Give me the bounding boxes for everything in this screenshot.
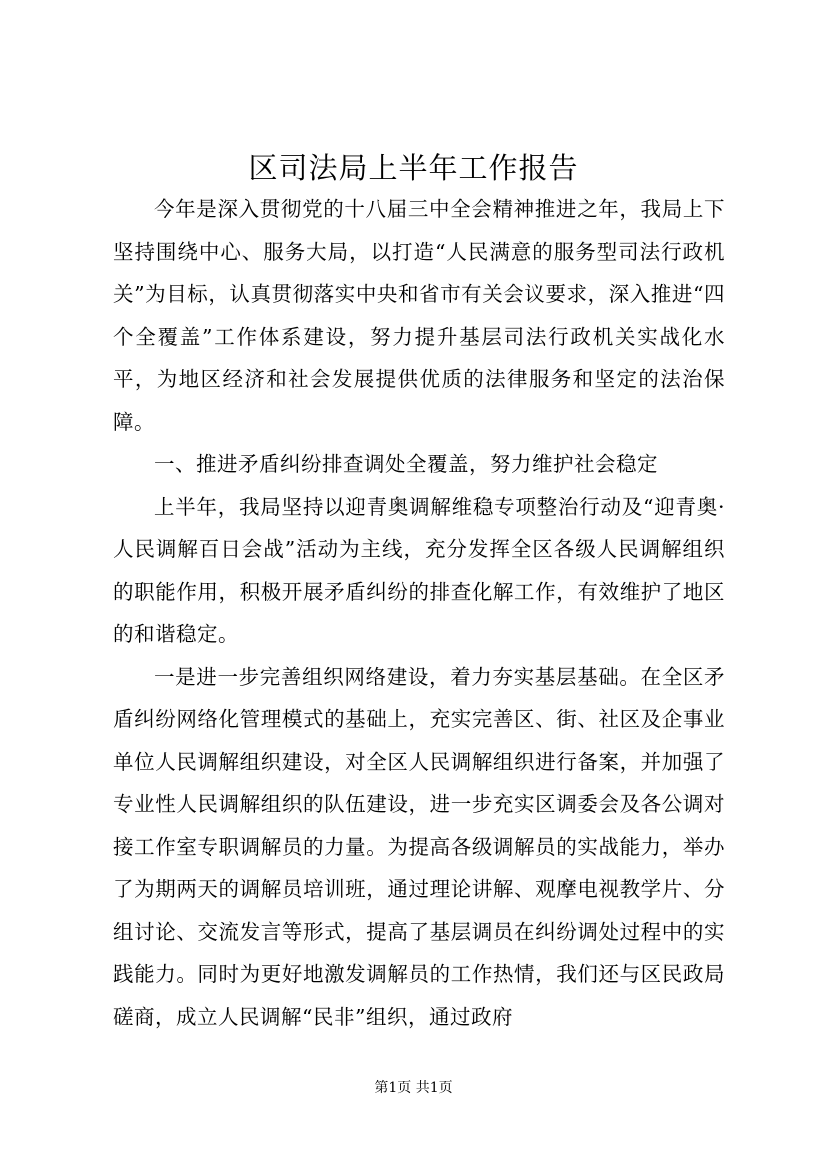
- document-title: 区司法局上半年工作报告: [248, 151, 579, 185]
- section-heading: 一、推进矛盾纠纷排查调处全覆盖，努力维护社会稳定: [154, 452, 658, 476]
- paragraph-organization-network: 一是进一步完善组织网络建设，着力夯实基层基础。在全区矛盾纠纷网络化管理模式的基础上，充实完善区、街、社区及企事业单位人民调解组织建设，对全区人民调解组织进行备案，并加强了专业性人民调解组织的队伍建设，进一步充实区调委会及各公调对接工作室专职调解员的力量。为提高各级调解员的实战能力，举办了为期两天的调解员培训班，通过理论讲解、观摩电视教学片、分组讨论、交流发言等形式，提高了基层调员在纠纷调处过程中的实践能力。同时为更好地激发调解员的工作热情，我们还与区民政局磋商，成立人民调解“民非”组织，通过政府: [113, 664, 725, 1029]
- paragraph-intro: 今年是深入贯彻党的十八届三中全会精神推进之年，我局上下坚持围绕中心、服务大局，以打造“人民满意的服务型司法行政机关”为目标，认真贯彻落实中央和省市有关会议要求，深入推进“四个全覆盖”工作体系建设，努力提升基层司法行政机关实战化水平，为地区经济和社会发展提供优质的法律服务和坚定的法治保障。: [113, 197, 725, 434]
- document-body: [113, 188, 725, 1038]
- paragraph-section-summary: 上半年，我局坚持以迎青奥调解维稳专项整治行动及“迎青奥·人民调解百日会战”活动为主线，充分发挥全区各级人民调解组织的职能作用，积极开展矛盾纠纷的排查化解工作，有效维护了地区的和谐稳定。: [113, 494, 725, 646]
- page-footer: 第1页 共1页: [374, 1080, 453, 1096]
